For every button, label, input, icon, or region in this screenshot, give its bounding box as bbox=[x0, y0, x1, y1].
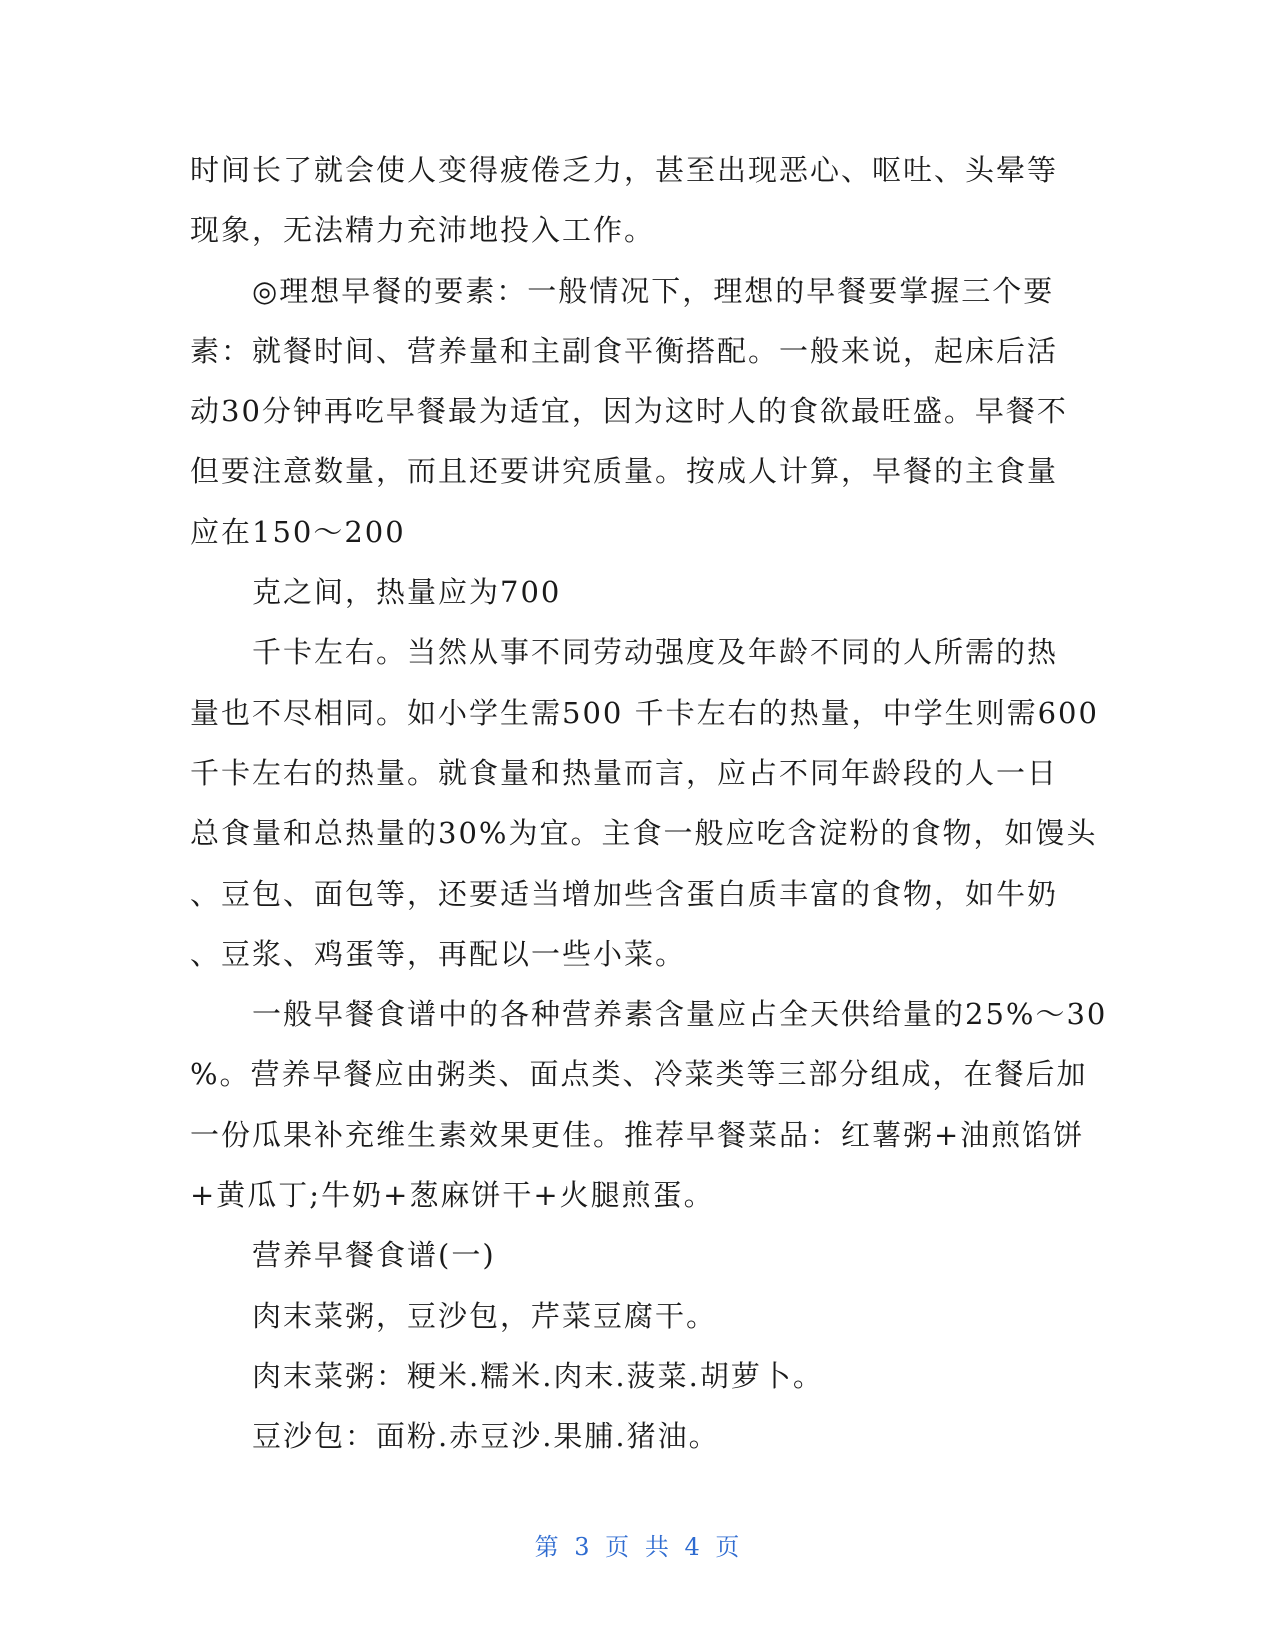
text-line: ◎理想早餐的要素：一般情况下，理想的早餐要掌握三个要 bbox=[252, 273, 1055, 308]
page-footer bbox=[0, 1527, 1275, 1562]
text-line: 素：就餐时间、营养量和主副食平衡搭配。一般来说，起床后活 bbox=[190, 333, 1059, 368]
section-heading: 营养早餐食谱(一) bbox=[252, 1238, 496, 1273]
total-pages-number: 4 bbox=[684, 1533, 701, 1561]
text-line: 一份瓜果补充维生素效果更佳。推荐早餐菜品：红薯粥+油煎馅饼 bbox=[190, 1117, 1085, 1152]
text-line: 但要注意数量，而且还要讲究质量。按成人计算，早餐的主食量 bbox=[190, 454, 1059, 489]
document-body bbox=[190, 140, 1108, 1467]
text-line: 、豆浆、鸡蛋等，再配以一些小菜。 bbox=[190, 936, 687, 971]
text-line: 千卡左右。当然从事不同劳动强度及年龄不同的人所需的热 bbox=[252, 635, 1059, 670]
text-line: 一般早餐食谱中的各种营养素含量应占全天供给量的25%～30 bbox=[252, 997, 1108, 1032]
footer-prefix: 第 bbox=[534, 1533, 560, 1561]
text-line: 时间长了就会使人变得疲倦乏力，甚至出现恶心、呕吐、头晕等 bbox=[190, 153, 1059, 187]
text-line: +黄瓜丁;牛奶+葱麻饼干+火腿煎蛋。 bbox=[190, 1178, 715, 1213]
text-line: 现象，无法精力充沛地投入工作。 bbox=[190, 213, 656, 248]
text-line: 肉末菜粥：粳米.糯米.肉末.菠菜.胡萝卜。 bbox=[252, 1358, 824, 1393]
text-line: 肉末菜粥，豆沙包，芹菜豆腐干。 bbox=[252, 1298, 718, 1333]
text-line: %。营养早餐应由粥类、面点类、冷菜类等三部分组成，在餐后加 bbox=[190, 1057, 1088, 1092]
current-page-number: 3 bbox=[574, 1533, 591, 1561]
text-line: 量也不尽相同。如小学生需500 千卡左右的热量，中学生则需600 bbox=[190, 695, 1099, 730]
text-line: 总食量和总热量的30%为宜。主食一般应吃含淀粉的食物，如馒头 bbox=[190, 816, 1098, 851]
text-line: 千卡左右的热量。就食量和热量而言，应占不同年龄段的人一日 bbox=[190, 755, 1059, 790]
text-line: 克之间，热量应为700 bbox=[252, 575, 562, 610]
text-line: 、豆包、面包等，还要适当增加些含蛋白质丰富的食物，如牛奶 bbox=[190, 876, 1059, 911]
text-line: 动30分钟再吃早餐最为适宜，因为这时人的食欲最旺盛。早餐不 bbox=[190, 394, 1068, 429]
footer-suffix: 页 bbox=[715, 1533, 741, 1561]
footer-page-word: 页 bbox=[605, 1533, 631, 1561]
footer-total-word: 共 bbox=[644, 1533, 670, 1561]
text-line: 豆沙包：面粉.赤豆沙.果脯.猪油。 bbox=[252, 1419, 720, 1454]
text-line: 应在150～200 bbox=[190, 514, 406, 549]
